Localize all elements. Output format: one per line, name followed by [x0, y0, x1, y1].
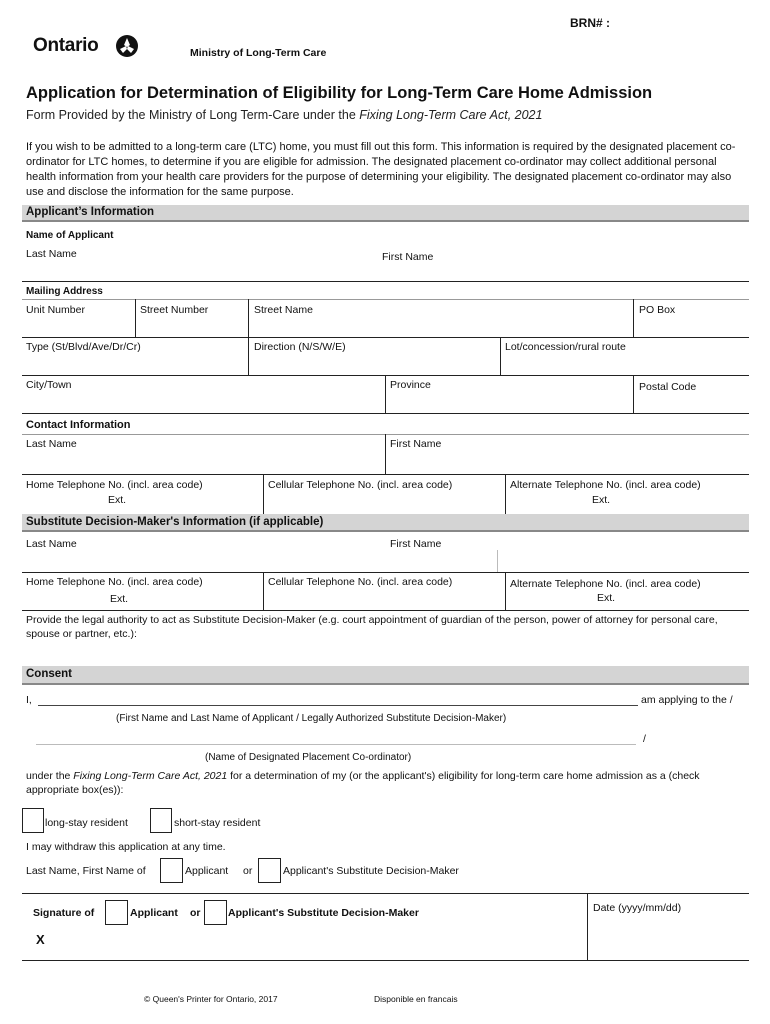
consent-i-label: I, [26, 694, 32, 706]
consent-section-header: Consent [22, 666, 749, 685]
signature-or-label: or [190, 907, 201, 919]
applying-to-label: am applying to the / [641, 694, 733, 706]
copyright-text: © Queen's Printer for Ontario, 2017 [144, 994, 278, 1004]
contact-first-name-label: First Name [390, 438, 442, 450]
province-label: Province [390, 379, 431, 391]
signature-x-mark: X [36, 932, 45, 947]
last-first-of-label: Last Name, First Name of [26, 865, 146, 877]
applicant-first-name-label: First Name [382, 251, 434, 263]
sdm-first-name-label: First Name [390, 538, 442, 550]
sdm-home-ext-label: Ext. [110, 593, 129, 605]
city-town-label: City/Town [26, 379, 72, 391]
logo-text: Ontario [33, 35, 99, 56]
page-title: Application for Determination of Eligibility for Long-Term Care Home Admission [26, 84, 653, 102]
contact-alt-tel-label: Alternate Telephone No. (incl. area code) [510, 479, 701, 491]
subtitle-prefix: Form Provided by the Ministry of Long Term-Care under the [26, 108, 360, 122]
long-stay-checkbox[interactable] [22, 808, 44, 833]
name-applicant-checkbox[interactable] [160, 858, 183, 883]
coordinator-slash: / [643, 733, 646, 745]
sdm-alt-ext-label: Ext. [597, 592, 616, 604]
contact-alt-ext-label: Ext. [592, 494, 611, 506]
name-caption: (First Name and Last Name of Applicant / Legally Authorized Substitute Decision-Maker) [116, 713, 507, 724]
page-subtitle [26, 108, 542, 122]
legal-authority-label: Provide the legal authority to act as Substitute Decision-Maker (e.g. court appointment of guardian of the person, power of attorney for personal care, spouse or partner, etc.): [26, 614, 718, 640]
signature-sdm-checkbox[interactable] [204, 900, 227, 925]
signature-sdm-label: Applicant's Substitute Decision-Maker [228, 907, 419, 919]
withdraw-note: I may withdraw this application at any time. [26, 841, 226, 853]
under-prefix: under the [26, 770, 74, 782]
under-act-paragraph [26, 769, 746, 797]
intro-paragraph: If you wish to be admitted to a long-term care (LTC) home, you must fill out this form. This information is required by the designated placement co-ordinator for LTC homes, to determine if you are eligible for admission. The designated placement co-ordinator may collect additional personal health information from your health care providers for the purpose of determining your eligibility. The designated placement co-ordinator may also use and disclose the information for the same purpose. [26, 141, 736, 198]
applicant-section-header: Applicant’s Information [22, 205, 749, 222]
signature-field[interactable] [60, 930, 580, 956]
under-act-title: Fixing Long-Term Care Act, 2021 [73, 770, 228, 782]
subtitle-act: Fixing Long-Term Care Act, 2021 [359, 108, 543, 122]
short-stay-label: short-stay resident [174, 817, 261, 829]
brn-label: BRN# : [570, 16, 611, 30]
contact-info-heading: Contact Information [26, 419, 131, 431]
sdm-last-name-label: Last Name [26, 538, 77, 550]
name-sdm-label: Applicant's Substitute Decision-Maker [283, 865, 459, 877]
sdm-alt-tel-label: Alternate Telephone No. (incl. area code) [510, 578, 701, 590]
lot-concession-label: Lot/concession/rural route [505, 341, 626, 353]
sdm-cell-tel-label: Cellular Telephone No. (incl. area code) [268, 576, 453, 588]
sdm-section-header: Substitute Decision-Maker's Information (if applicable) [22, 514, 749, 532]
applicant-name-field[interactable] [26, 262, 746, 280]
contact-cell-tel-label: Cellular Telephone No. (incl. area code) [268, 479, 453, 491]
signature-applicant-checkbox[interactable] [105, 900, 128, 925]
direction-label: Direction (N/S/W/E) [254, 341, 346, 353]
date-label: Date (yyyy/mm/dd) [593, 902, 682, 914]
sdm-home-tel-label: Home Telephone No. (incl. area code) [26, 576, 203, 588]
applicant-last-name-label: Last Name [26, 248, 77, 260]
contact-last-name-label: Last Name [26, 438, 77, 450]
french-availability-text: Disponible en francais [374, 994, 458, 1004]
name-of-applicant-heading: Name of Applicant [26, 230, 114, 241]
applicant-name-line[interactable] [38, 705, 638, 706]
mailing-address-heading: Mailing Address [26, 286, 103, 297]
coordinator-name-line[interactable] [36, 744, 636, 745]
contact-home-tel-label: Home Telephone No. (incl. area code) [26, 479, 203, 491]
coordinator-caption: (Name of Designated Placement Co-ordinator) [205, 752, 412, 763]
long-stay-label: long-stay resident [45, 817, 128, 829]
signature-of-label: Signature of [33, 907, 95, 919]
postal-code-label: Postal Code [639, 381, 697, 393]
date-field[interactable] [592, 918, 744, 956]
name-or-label: or [243, 865, 253, 877]
signature-applicant-label: Applicant [130, 907, 178, 919]
po-box-label: PO Box [639, 304, 676, 316]
street-number-label: Street Number [140, 304, 209, 316]
contact-home-ext-label: Ext. [108, 494, 127, 506]
legal-authority-field[interactable] [26, 643, 746, 663]
street-name-label: Street Name [254, 304, 313, 316]
short-stay-checkbox[interactable] [150, 808, 172, 833]
unit-number-label: Unit Number [26, 304, 85, 316]
ontario-logo [33, 34, 143, 60]
trillium-icon [115, 34, 139, 58]
ministry-name: Ministry of Long-Term Care [190, 47, 327, 59]
street-type-label: Type (St/Blvd/Ave/Dr/Cr) [26, 341, 141, 353]
under-suffix: for a determination of my (or the applicant's) eligibility for long-term care home admission as a (check appropriate box(es)): [26, 770, 700, 796]
name-applicant-label: Applicant [185, 865, 229, 877]
name-sdm-checkbox[interactable] [258, 858, 281, 883]
